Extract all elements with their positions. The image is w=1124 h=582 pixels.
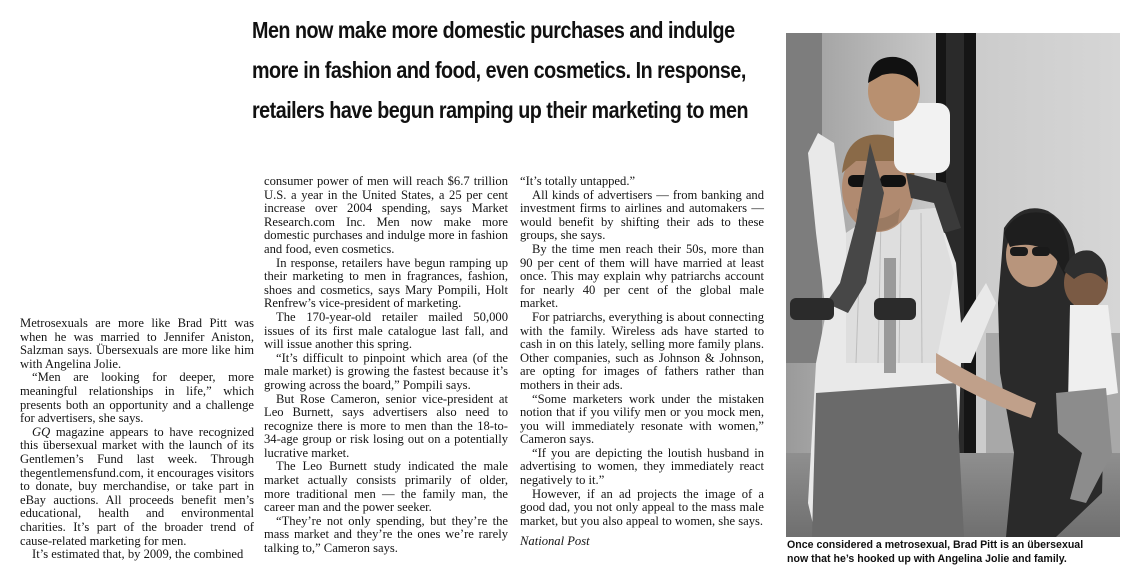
magazine-name: GQ (32, 424, 51, 439)
paragraph: “Some marketers work under the mistaken notion that if you vilify men or you mock men, you will immediately resonate with women,” Cameron says. (520, 391, 764, 447)
paragraph (20, 426, 254, 548)
caption-line: Once considered a metrosexual, Brad Pitt is an übersexual (787, 539, 1084, 551)
paragraph: It’s estimated that, by 2009, the combined (32, 547, 244, 562)
pull-quote-line: retailers have begun ramping up their marketing to men (252, 97, 749, 123)
paragraph: All kinds of advertisers — from banking and investment firms to airlines and automakers — would benefit by shifting their ads to these groups, she says. (520, 187, 764, 243)
paragraph: “They’re not only spending, but they’re the mass market and they’re the ones we’re rarely talking to,” Cameron says. (264, 513, 508, 556)
paragraph: “Men are looking for deeper, more meaningful relationships in life,” which presents both an opportunity and a challenge for advertisers, she says. (20, 370, 254, 426)
byline-source: National Post (520, 534, 590, 549)
paragraph-text: magazine appears to have recognized this übersexual market with the launch of its Gentlemen’s Fund last week. Through thegentlemensfund.com, it encourages visitors to donate, buy merchandise, or take part in eBay auctions. All proceeds benefit men’s educational, health and environmental charities. It’s part of the broader trend of cause-related marketing for men. (20, 424, 254, 548)
paragraph: The Leo Burnett study indicated the male market actually consists primarily of older, more traditional men — the family man, the career man and the power seeker. (264, 459, 508, 515)
paragraph: “If you are depicting the loutish husband in advertising to women, they immediately react negatively to it.” (520, 445, 764, 488)
pull-quote-line: more in fashion and food, even cosmetics. In response, (252, 57, 746, 83)
photo-illustration (786, 33, 1120, 537)
paragraph: By the time men reach their 50s, more than 90 per cent of them will have married at least once. This may explain why patriarchs account for nearly 40 per cent of the global male market. (520, 241, 764, 311)
news-photo (786, 33, 1120, 537)
article-column-3 (520, 175, 764, 549)
paragraph: “It’s difficult to pinpoint which area (of the male market) is growing the fastest because it’s growing across the board,” Pompili says. (264, 350, 508, 392)
photo-caption (787, 539, 1120, 566)
paragraph: The 170-year-old retailer mailed 50,000 issues of its first male catalogue last fall, and will issue another this spring. (264, 309, 508, 352)
paragraph: In response, retailers have begun ramping up their marketing to men in fragrances, fashion, shoes and cosmetics, says Mary Pompili, Holt Renfrew’s vice-president of marketing. (264, 255, 508, 311)
article-column-1 (20, 317, 254, 562)
paragraph: But Rose Cameron, senior vice-president at Leo Burnett, says advertisers also need to recognize there is more to men than the 18-to-34-age group or risk losing out on a potentially lucrative market. (264, 391, 508, 460)
paragraph: Metrosexuals are more like Brad Pitt was when he was married to Jennifer Aniston, Salzman says. Übersexuals are more like him with Angelina Jolie. (20, 316, 254, 371)
pull-quote-line: Men now make more domestic purchases and indulge (252, 17, 735, 43)
article-column-2 (264, 175, 508, 556)
paragraph: “It’s totally untapped.” (520, 174, 636, 188)
paragraph: For patriarchs, everything is about connecting with the family. Wireless ads have started to cash in on this lately, selling more family plans. Other companies, such as Johnson & Johnson, are opting for images of fathers rather than mothers in their ads. (520, 309, 764, 392)
paragraph: However, if an ad projects the image of a good dad, you not only appeal to the mass male market, but you also appeal to women, she says. (520, 486, 764, 528)
pull-quote (252, 10, 749, 130)
caption-line: now that he’s hooked up with Angelina Jolie and family. (787, 552, 1067, 565)
paragraph: consumer power of men will reach $6.7 trillion U.S. a year in the United States, a 25 per cent increase over 2004 spending, says Market Research.com Inc. Men now make more domestic purchases and indulge more in fashion and food, even cosmetics. (264, 174, 508, 256)
